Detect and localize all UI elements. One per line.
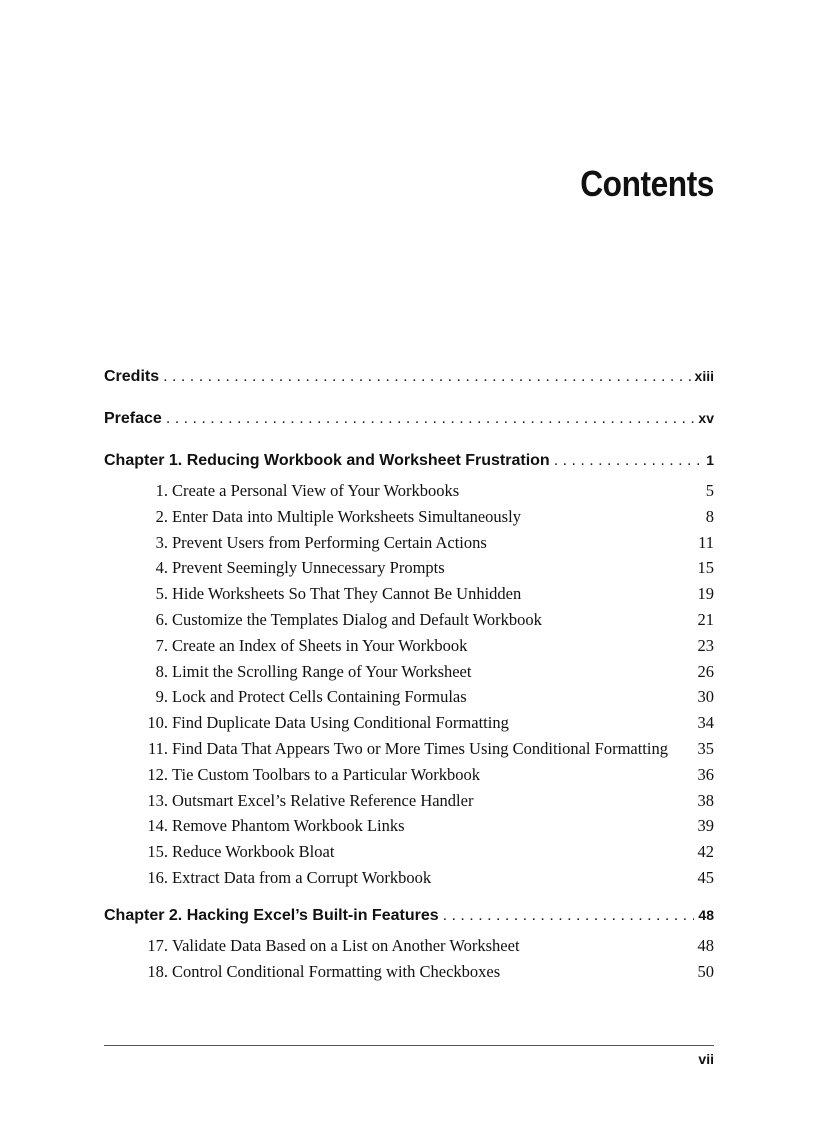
item-title: Reduce Workbook Bloat — [172, 842, 335, 862]
item-number: 16. — [147, 867, 168, 887]
item-title: Hide Worksheets So That They Cannot Be Unhidden — [172, 584, 522, 604]
item-number: 11. — [147, 738, 168, 758]
dot-leader — [443, 907, 695, 925]
item-number: 10. — [147, 713, 168, 733]
item-number: 13. — [147, 790, 168, 810]
chapter-heading — [104, 907, 714, 933]
toc-entry-label: Credits — [104, 368, 160, 385]
item-number: 7. — [155, 635, 168, 655]
item-page: 45 — [697, 867, 714, 887]
item-page: 50 — [697, 961, 714, 981]
list-item — [104, 788, 714, 814]
toc-entry-page: xv — [698, 410, 714, 426]
item-title: Create an Index of Sheets in Your Workbook — [172, 635, 468, 655]
chapter-title: Chapter 2. Hacking Excel’s Built-in Features — [104, 906, 439, 924]
list-item — [104, 865, 714, 891]
list-item — [104, 839, 714, 865]
item-number: 3. — [155, 532, 168, 552]
item-page: 15 — [697, 558, 714, 578]
dot-leader — [166, 410, 695, 428]
item-number: 2. — [155, 506, 168, 526]
item-page: 34 — [697, 713, 714, 733]
item-title: Create a Personal View of Your Workbooks — [172, 481, 460, 500]
chapter-heading — [104, 452, 714, 478]
item-title: Customize the Templates Dialog and Default Workbook — [172, 609, 542, 629]
list-item — [104, 659, 714, 685]
list-item — [104, 607, 714, 633]
item-number: 8. — [155, 661, 168, 681]
item-title: Extract Data from a Corrupt Workbook — [172, 867, 432, 887]
list-item — [104, 478, 714, 504]
hack-list — [104, 933, 714, 985]
list-item — [104, 581, 714, 607]
item-number: 9. — [155, 687, 168, 707]
page-title: Contents — [580, 163, 714, 204]
item-title: Outsmart Excel’s Relative Reference Handler — [172, 790, 474, 810]
item-title: Remove Phantom Workbook Links — [172, 816, 405, 836]
item-title: Prevent Seemingly Unnecessary Prompts — [172, 558, 445, 578]
item-page: 11 — [698, 532, 714, 552]
item-number: 17. — [147, 935, 168, 955]
list-item — [104, 555, 714, 581]
item-number: 18. — [147, 961, 168, 981]
item-number: 14. — [147, 816, 168, 836]
item-page: 23 — [697, 635, 714, 655]
item-title: Find Data That Appears Two or More Times Using Conditional Formatting — [172, 738, 668, 758]
item-title: Control Conditional Formatting with Checkboxes — [172, 961, 501, 981]
chapter-page: 48 — [698, 906, 714, 923]
item-page: 26 — [697, 661, 714, 681]
item-number: 4. — [155, 558, 168, 578]
item-number: 1. — [155, 481, 168, 500]
chapter-title: Chapter 1. Reducing Workbook and Worksheet Frustration — [104, 452, 550, 469]
toc-entry-page: xiii — [694, 368, 714, 384]
item-number: 15. — [147, 842, 168, 862]
hack-list — [104, 478, 714, 891]
item-title: Enter Data into Multiple Worksheets Simultaneously — [172, 506, 521, 526]
list-item — [104, 762, 714, 788]
list-item — [104, 504, 714, 530]
item-page: 5 — [705, 481, 714, 500]
item-title: Limit the Scrolling Range of Your Worksheet — [172, 661, 472, 681]
chapter-page: 1 — [706, 452, 714, 468]
dot-leader — [163, 368, 690, 386]
table-of-contents — [104, 368, 714, 984]
item-page: 21 — [697, 609, 714, 629]
item-title: Prevent Users from Performing Certain Actions — [172, 532, 487, 552]
item-page: 30 — [697, 687, 714, 707]
list-item — [104, 684, 714, 710]
item-title: Tie Custom Toolbars to a Particular Workbook — [172, 764, 480, 784]
toc-entry-preface — [104, 410, 714, 436]
item-page: 38 — [697, 790, 714, 810]
list-item — [104, 710, 714, 736]
item-number: 6. — [155, 609, 168, 629]
item-number: 5. — [155, 584, 168, 604]
item-page: 42 — [697, 842, 714, 862]
list-item — [104, 959, 714, 985]
item-number: 12. — [147, 764, 168, 784]
toc-entry-label: Preface — [104, 410, 162, 427]
chapter-list — [104, 452, 714, 984]
item-page: 39 — [697, 816, 714, 836]
dot-leader — [554, 452, 703, 470]
item-page: 35 — [697, 738, 714, 758]
list-item — [104, 530, 714, 556]
item-page: 36 — [697, 764, 714, 784]
list-item — [104, 736, 714, 762]
list-item — [104, 933, 714, 959]
item-page: 19 — [697, 584, 714, 604]
item-title: Find Duplicate Data Using Conditional Formatting — [172, 713, 509, 733]
item-title: Lock and Protect Cells Containing Formulas — [172, 687, 467, 707]
page-number: vii — [698, 1051, 714, 1067]
toc-entry-credits — [104, 368, 714, 394]
item-page: 48 — [697, 935, 714, 955]
item-page: 8 — [705, 506, 714, 526]
footer-rule — [104, 1045, 714, 1046]
list-item — [104, 633, 714, 659]
list-item — [104, 813, 714, 839]
item-title: Validate Data Based on a List on Another Worksheet — [172, 935, 520, 955]
